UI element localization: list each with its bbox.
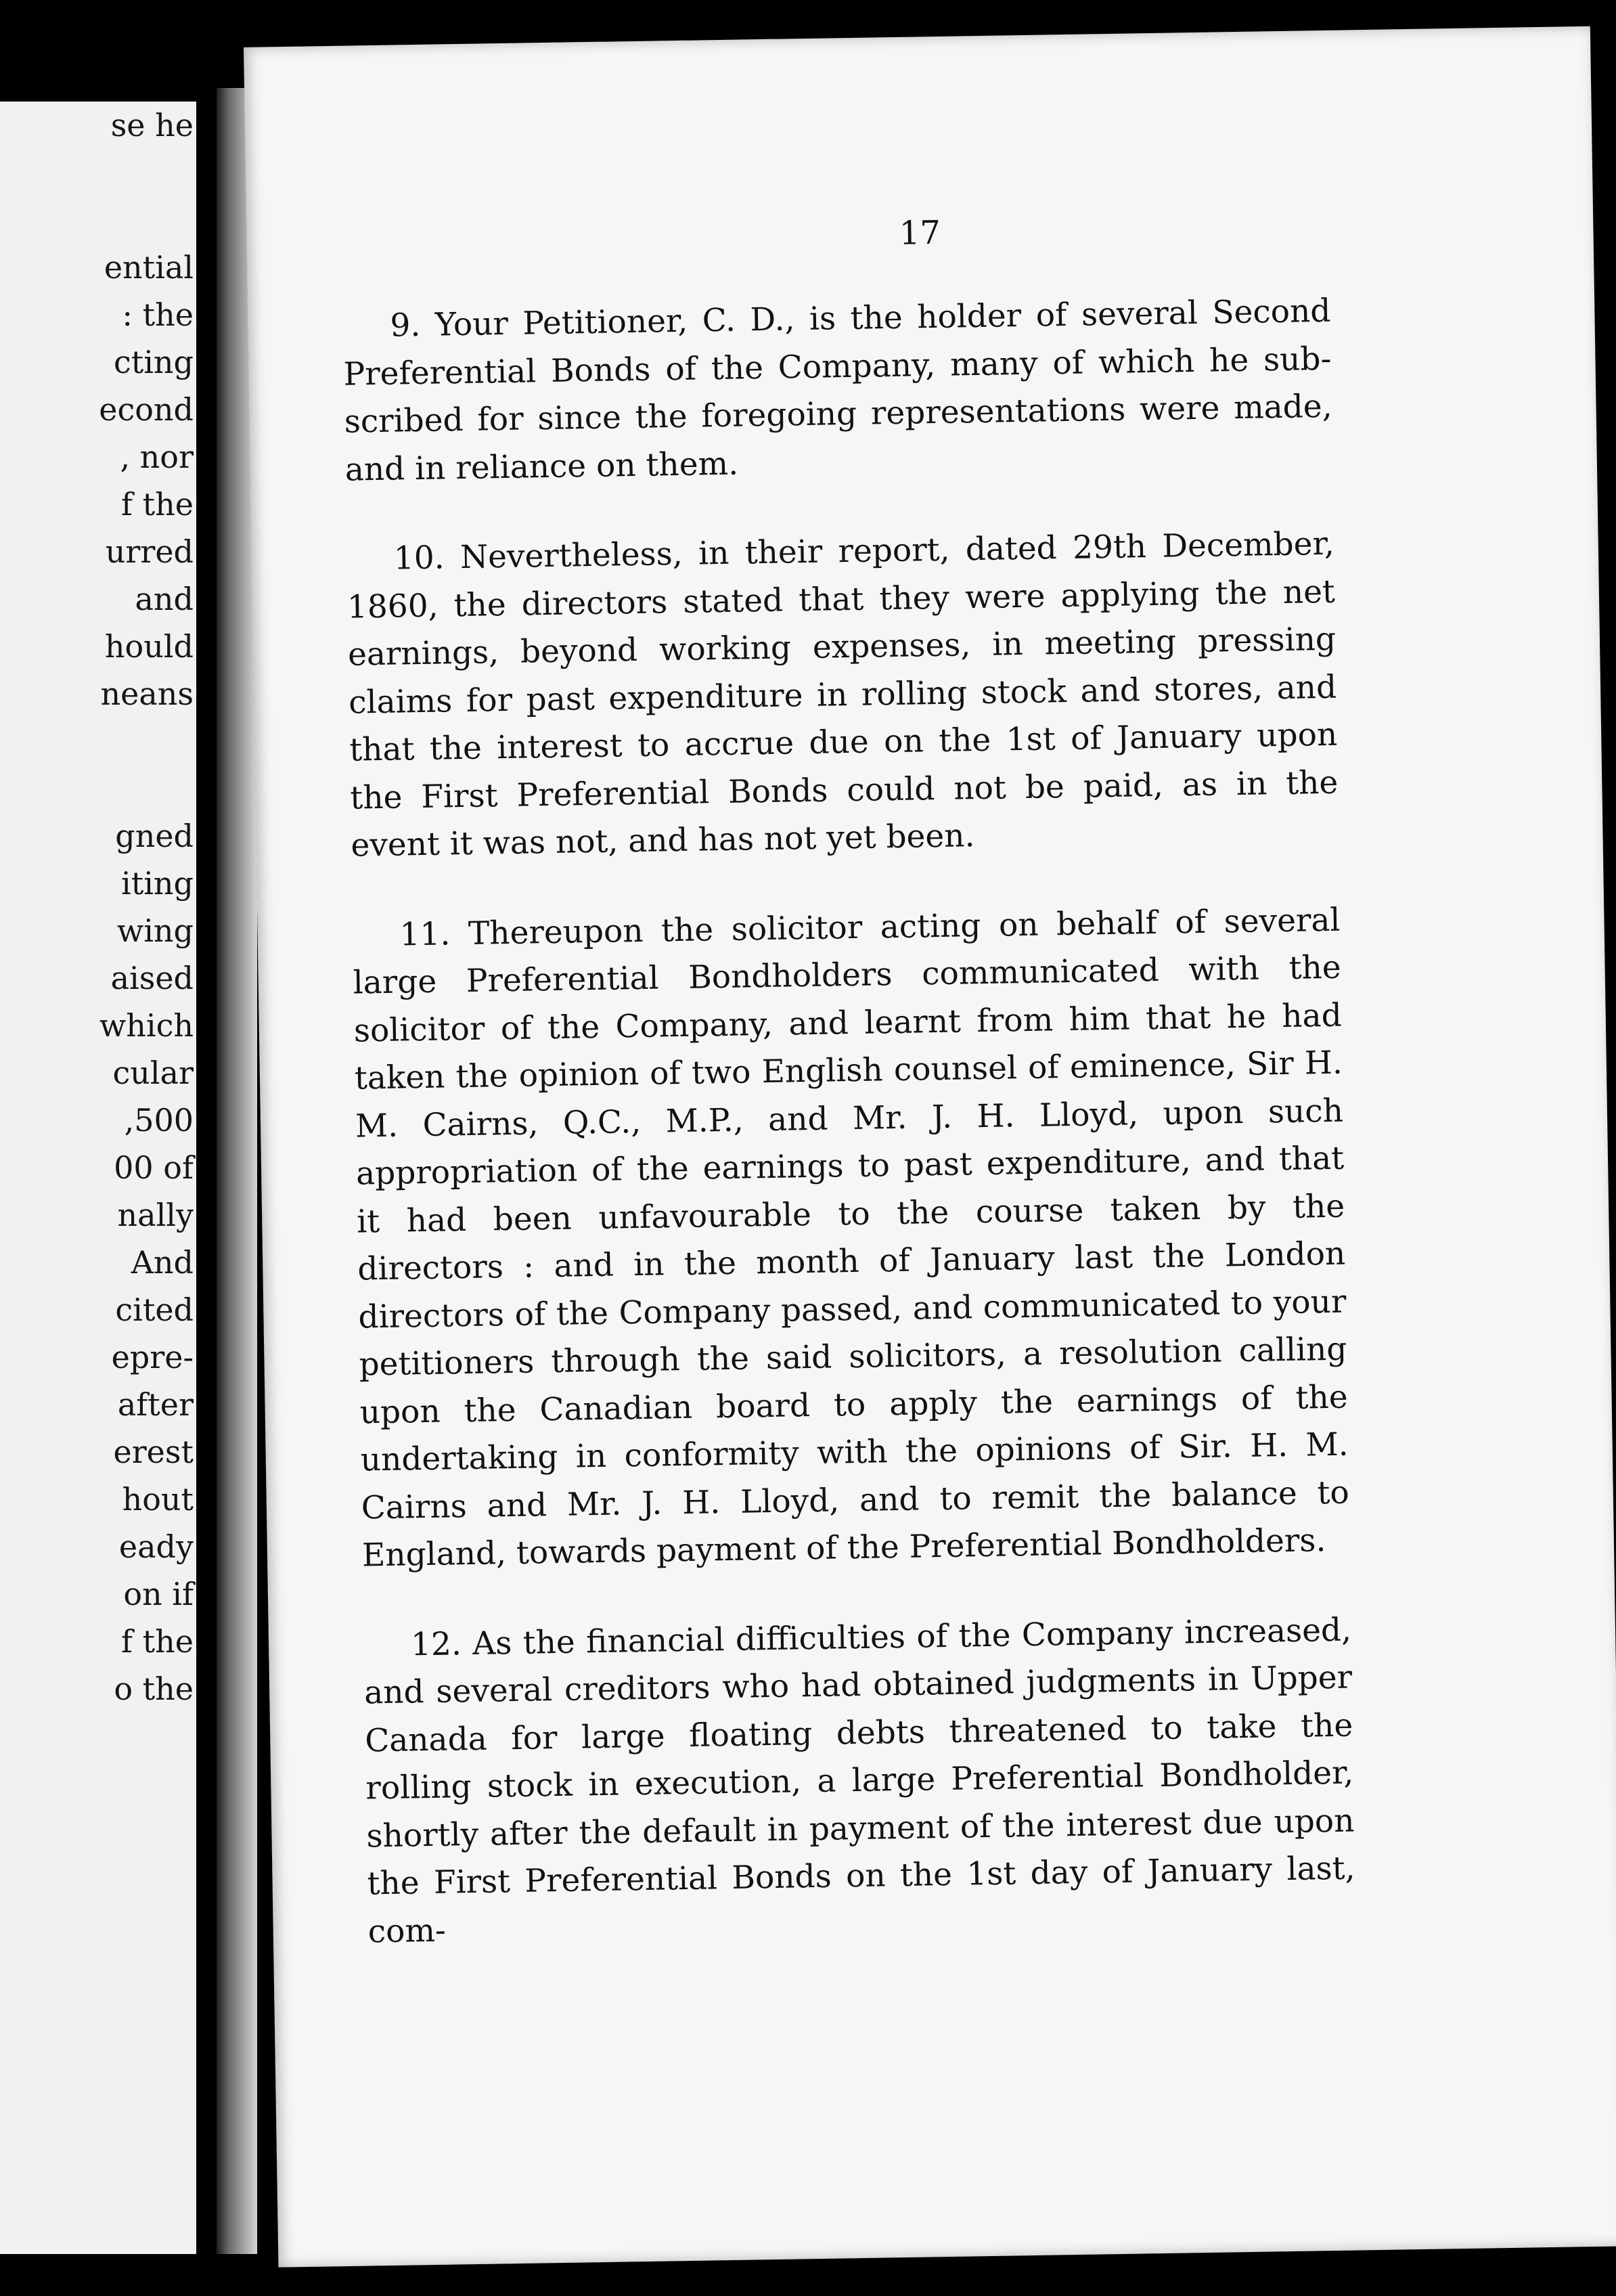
left-page-fragment: And: [131, 1244, 194, 1281]
left-page-fragment: epre-: [111, 1339, 194, 1375]
left-page-fragment: [4, 765, 194, 812]
paragraph-10: 10. Nevertheless, in their report, dated 29th December, 1860, the directors stated that they were applying the net earnings, beyond working expenses, in meeting pressing claims for past expenditure in rolling stock and stores, and that the interest to accrue due on the 1st of January upon the First Preferential Bonds could not be paid, as in the event it was not, and has not yet been.: [346, 525, 1339, 864]
left-page-fragment: after: [117, 1386, 194, 1423]
left-page-fragment: iting: [121, 865, 194, 902]
left-page-fragment: gned: [115, 818, 194, 854]
left-page-fragment: hould: [104, 628, 194, 665]
left-page-fragment: : the: [122, 296, 194, 333]
left-page-fragment: neans: [100, 676, 194, 712]
left-page-fragment: cting: [113, 344, 194, 380]
left-page-fragment: f the: [121, 486, 194, 523]
body-text: [342, 288, 1357, 1998]
left-page-fragment: se he: [110, 107, 194, 144]
paragraph-9: 9. Your Petitioner, C. D., is the holder of several Second Preferential Bonds of the Company, many of which he subscribed for since the foregoing representations were made, and in reliance on them.: [343, 292, 1332, 489]
left-page-text-fragments: [4, 102, 194, 1713]
left-page-fragment: wing: [116, 912, 194, 949]
left-page-fragment: [4, 149, 194, 196]
left-page-fragment: eady: [118, 1528, 194, 1565]
page-number: 17: [899, 213, 941, 252]
left-page-fragment: ,500: [124, 1102, 194, 1139]
left-page-fragment: ential: [104, 249, 194, 286]
left-page-fragment: which: [99, 1007, 194, 1044]
left-page-fragment: hout: [122, 1481, 194, 1518]
main-page: [244, 26, 1616, 2268]
paragraph-11: 11. Thereupon the solicitor acting on behalf of several large Preferential Bondholders communicated with the solicitor of the Company, and learnt from him that he had taken the opinion of two English counsel of eminence, Sir H. M. Cairns, Q.C., M.P., and Mr. J. H. Lloyd, upon such appropriation of the earnings to past expenditure, and that it had been unfavourable to the course taken by the directors : and in the month of January last the London directors of the Company passed, and communicated to your petitioners through the said solicitors, a resolution calling upon the Canadian board to apply the earnings of the undertaking in conformity with the opinions of Sir. H. M. Cairns and Mr. J. H. Lloyd, and to remit the balance to England, towards payment of the Preferential Bondholders.: [353, 901, 1350, 1574]
left-page-fragment: nally: [117, 1197, 194, 1233]
left-page-fragment: aised: [110, 960, 194, 996]
left-page-fragment: [4, 718, 194, 765]
left-page-fragment: erest: [113, 1434, 194, 1470]
left-page-fragment: o the: [114, 1671, 194, 1707]
left-page-fragment: [4, 196, 194, 244]
paragraph-12: 12. As the financial difficulties of the Company increased, and several creditors who had obtained judgments in Upper Canada for large floating debts threatened to take the rolling stock in execution, a large Preferential Bondholder, shortly after the default in payment of the interest due upon the First Preferential Bonds on the 1st day of January last, com-: [363, 1611, 1355, 1950]
left-page-fragment: urred: [105, 533, 194, 570]
left-page-fragment: , nor: [120, 439, 194, 475]
left-page-fragment: cited: [115, 1292, 194, 1328]
left-page-fragment: f the: [121, 1623, 194, 1660]
left-page-fragment: 00 of: [114, 1149, 194, 1186]
left-page-fragment: econd: [99, 391, 194, 428]
left-page-fragment: cular: [112, 1055, 194, 1091]
left-page-fragment: and: [135, 581, 194, 617]
left-facing-page: [0, 102, 196, 2254]
left-page-fragment: on if: [123, 1576, 194, 1612]
